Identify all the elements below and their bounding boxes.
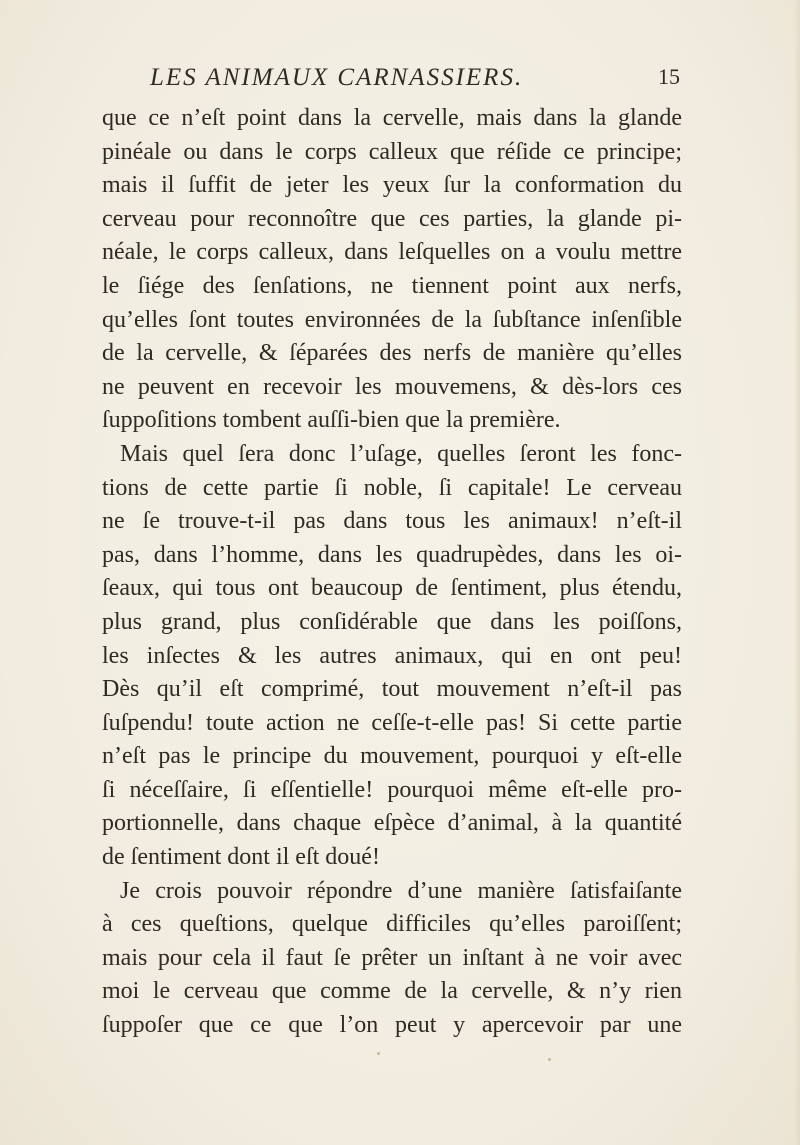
text-line: plus grand, plus conſidérable que dans les poiſſons, bbox=[102, 608, 682, 635]
text-line: mais il ſuffit de jeter les yeux ſur la conformation du bbox=[102, 172, 682, 199]
text-line: portionnelle, dans chaque eſpèce d’animal, à la quantité bbox=[102, 810, 682, 837]
running-title: LES ANIMAUX CARNASSIERS. bbox=[150, 64, 524, 91]
text-line: pas, dans l’homme, dans les quadrupèdes, dans les oi- bbox=[102, 541, 682, 568]
text-line: cerveau pour reconnoître que ces parties, la glande pi- bbox=[102, 205, 682, 232]
text-line: à ces queſtions, quelque difficiles qu’elles paroiſſent; bbox=[102, 911, 682, 938]
text-line: ſuſpendu! toute action ne ceſſe-t-elle pas! Si cette partie bbox=[102, 709, 682, 736]
text-line: que ce n’eſt point dans la cervelle, mais dans la glande bbox=[102, 105, 682, 131]
page-edge-shadow bbox=[794, 0, 800, 1145]
text-line: n’eſt pas le principe du mouvement, pourquoi y eſt-elle bbox=[102, 743, 682, 770]
text-line: Mais quel ſera donc l’uſage, quelles ſeront les fonc- bbox=[120, 440, 682, 467]
paper-speck bbox=[548, 1058, 551, 1061]
text-line: pinéale ou dans le corps calleux que réſide ce principe; bbox=[102, 138, 682, 165]
text-line: ſeaux, qui tous ont beaucoup de ſentiment, plus étendu, bbox=[102, 575, 682, 602]
text-line: ne peuvent en recevoir les mouvemens, & dès-lors ces bbox=[102, 373, 682, 400]
body-text bbox=[102, 102, 682, 1043]
paper-speck bbox=[377, 1052, 380, 1055]
text-line: ne ſe trouve-t-il pas dans tous les animaux! n’eſt-il bbox=[102, 508, 682, 535]
text-line: le ſiége des ſenſations, ne tiennent point aux nerfs, bbox=[102, 272, 682, 299]
text-line: qu’elles ſont toutes environnées de la ſubſtance inſenſible bbox=[102, 306, 682, 333]
text-line: moi le cerveau que comme de la cervelle, & n’y rien bbox=[102, 978, 682, 1005]
page-number: 15 bbox=[658, 64, 680, 89]
text-line: les inſectes & les autres animaux, qui en ont peu! bbox=[102, 642, 682, 669]
text-line: ſuppoſer que ce que l’on peut y apercevoir par une bbox=[102, 1012, 682, 1039]
text-line: de la cervelle, & ſéparées des nerfs de manière qu’elles bbox=[102, 340, 682, 367]
text-line: de ſentiment dont il eſt doué! bbox=[102, 844, 380, 871]
text-line: Dès qu’il eſt comprimé, tout mouvement n’eſt-il pas bbox=[102, 676, 682, 703]
text-line: ſi néceſſaire, ſi eſſentielle! pourquoi même eſt-elle pro- bbox=[102, 776, 682, 803]
text-line: ſuppoſitions tombent auſſi-bien que la première. bbox=[102, 407, 561, 434]
text-line: tions de cette partie ſi noble, ſi capitale! Le cerveau bbox=[102, 474, 682, 501]
text-line: néale, le corps calleux, dans leſquelles on a voulu mettre bbox=[102, 239, 682, 266]
text-line: mais pour cela il faut ſe prêter un inſtant à ne voir avec bbox=[102, 944, 682, 971]
text-line: Je crois pouvoir répondre d’une manière ſatisfaiſante bbox=[120, 877, 682, 904]
